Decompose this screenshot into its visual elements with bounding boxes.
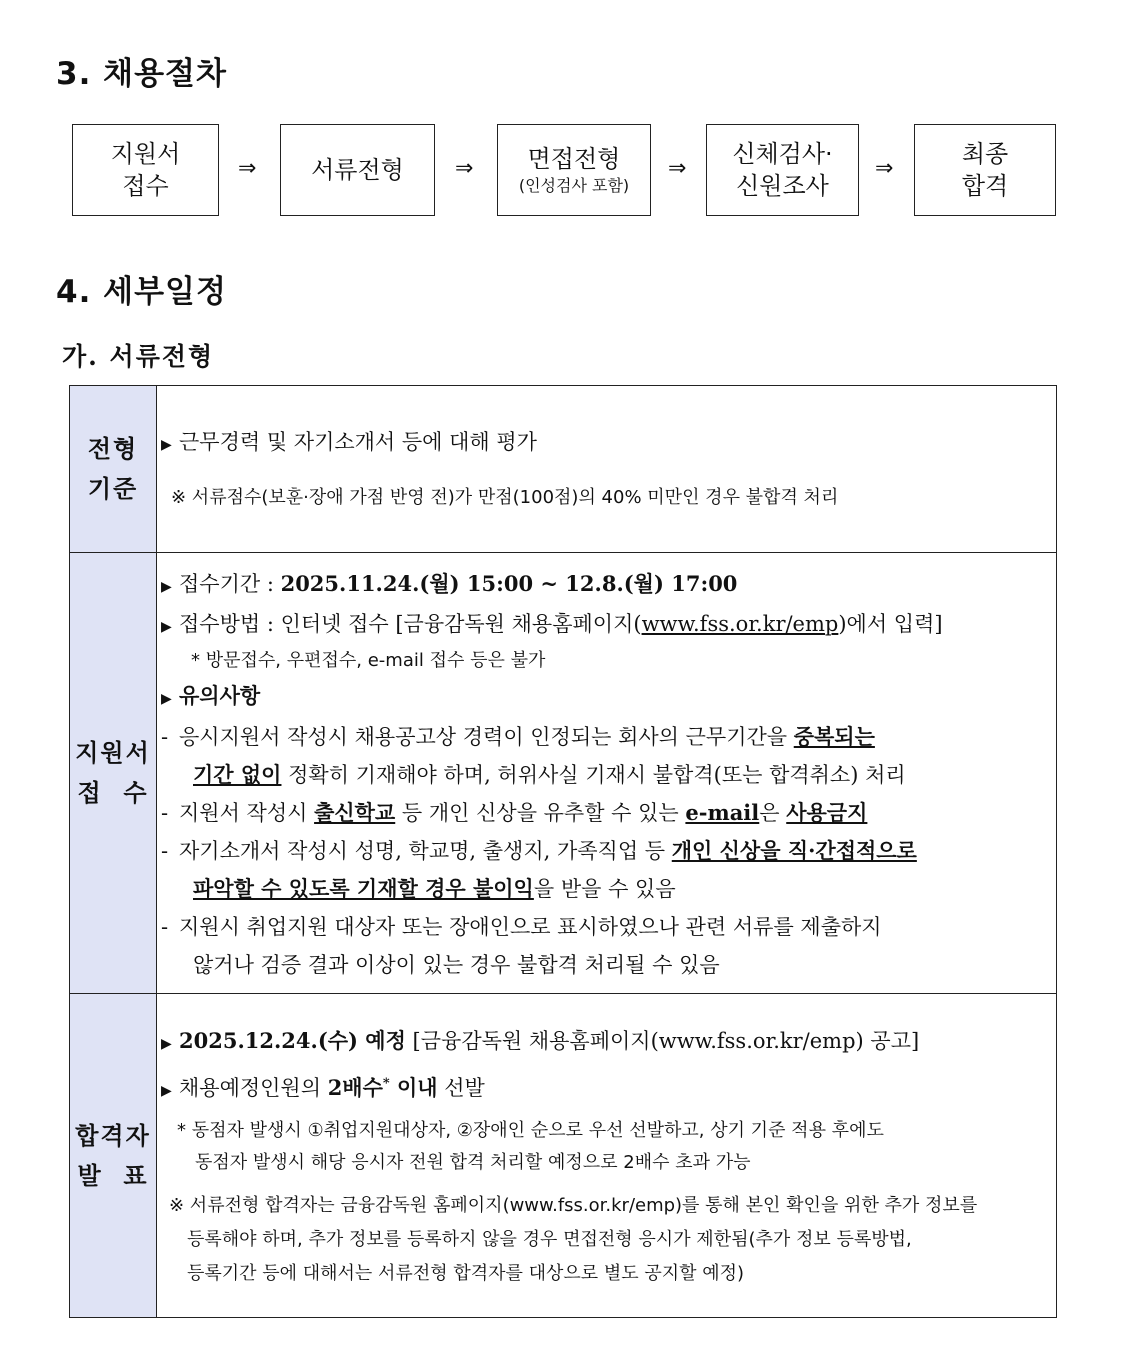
list-item: ▶ 2025.12.24.(수) 예정 [금융감독원 채용홈페이지(www.fss.or.kr/emp) 공고] — [161, 1021, 1052, 1064]
step-label: 지원서 — [110, 140, 181, 168]
arrow-icon: ⇒ — [238, 156, 257, 181]
list-item: - 응시지원서 작성시 채용공고상 경력이 인정되는 회사의 근무기간을 중복되는 — [161, 723, 875, 749]
list-item: ▶ 유의사항 — [161, 677, 1050, 718]
row-label: 지원서 접 수 — [70, 553, 157, 994]
step-label: 신원조사 — [736, 172, 829, 200]
tie-note: * 동점자 발생시 ①취업지원대상자, ②장애인 순으로 우선 선발하고, 상기 기준 적용 후에도 — [177, 1119, 884, 1141]
recruitment-process-flow — [72, 124, 1056, 218]
section-3-title: 3. 채용절차 — [56, 56, 227, 92]
row-application — [70, 553, 1057, 994]
registration-note: 등록해야 하며, 추가 정보를 등록하지 않을 경우 면접전형 응시가 제한됨(추가 정보 등록방법, — [187, 1228, 912, 1250]
list-item: ▶ 채용예정인원의 2배수* 이내 선발 — [161, 1064, 1052, 1111]
tie-note: 동점자 발생시 해당 응시자 전원 합격 처리할 예정으로 2배수 초과 가능 — [195, 1151, 751, 1173]
list-item: - 지원서 작성시 출신학교 등 개인 신상을 유추할 수 있는 e-mail은 사용금지 — [161, 799, 868, 825]
step-label: 신체검사· — [732, 140, 833, 168]
subsection-title: 가. 서류전형 — [62, 342, 215, 371]
list-item: ▶ 근무경력 및 자기소개서 등에 대해 평가 — [161, 426, 1048, 461]
step-label: 최종 — [961, 140, 1009, 168]
registration-note: 등록기간 등에 대해서는 서류전형 합격자를 대상으로 별도 공지할 예정) — [187, 1262, 745, 1284]
recruit-homepage-link[interactable]: www.fss.or.kr/emp — [641, 611, 839, 636]
list-item: 파악할 수 있도록 기재할 경우 불이익을 받을 수 있음 — [193, 875, 676, 901]
list-item: ▶ 접수기간 : 2025.11.24.(월) 15:00 ~ 12.8.(월) 17:00 — [161, 565, 1050, 606]
section-4-title: 4. 세부일정 — [56, 274, 227, 310]
row-criteria — [70, 386, 1057, 553]
step-final-pass — [914, 124, 1056, 216]
list-item: - 자기소개서 작성시 성명, 학교명, 출생지, 가족직업 등 개인 신상을 직·간접적으로 — [161, 837, 917, 863]
step-sublabel: (인성검사 포함) — [518, 176, 630, 195]
triangle-bullet-icon: ▶ — [161, 436, 172, 453]
list-item: - 지원시 취업지원 대상자 또는 장애인으로 표시하였으나 관련 서류를 제출하지 — [161, 914, 882, 939]
triangle-bullet-icon: ▶ — [161, 618, 172, 635]
list-item: ▶ 접수방법 : 인터넷 접수 [금융감독원 채용홈페이지(www.fss.or.kr/emp)에서 입력] — [161, 606, 1050, 645]
step-label: 접수 — [122, 172, 169, 200]
step-interview — [497, 124, 651, 216]
application-content — [157, 553, 1057, 994]
criteria-note: ※ 서류점수(보훈·장애 가점 반영 전)가 만점(100점)의 40% 미만인 경우 불합격 처리 — [171, 486, 839, 508]
criteria-content — [157, 386, 1057, 553]
method-note: * 방문접수, 우편접수, e-mail 접수 등은 불가 — [191, 649, 546, 671]
step-document-screening — [280, 124, 435, 216]
row-label: 전형 기준 — [70, 386, 157, 553]
triangle-bullet-icon: ▶ — [161, 1082, 172, 1099]
arrow-icon: ⇒ — [875, 156, 894, 181]
row-label: 합격자 발 표 — [70, 994, 157, 1318]
arrow-icon: ⇒ — [455, 156, 474, 181]
step-label: 합격 — [961, 172, 1009, 200]
step-physical-background-check — [706, 124, 859, 216]
step-application — [72, 124, 219, 216]
row-announcement — [70, 994, 1057, 1318]
triangle-bullet-icon: ▶ — [161, 578, 172, 595]
arrow-icon: ⇒ — [668, 156, 687, 181]
step-label: 면접전형 — [527, 145, 621, 173]
step-label: 서류전형 — [311, 156, 404, 184]
list-item: 기간 없이 정확히 기재해야 하며, 허위사실 기재시 불합격(또는 합격취소) 처리 — [193, 761, 906, 787]
list-item: 않거나 검증 결과 이상이 있는 경우 불합격 처리될 수 있음 — [193, 952, 720, 977]
registration-note: ※ 서류전형 합격자는 금융감독원 홈페이지(www.fss.or.kr/emp)를 통해 본인 확인을 위한 추가 정보를 — [169, 1194, 978, 1216]
triangle-bullet-icon: ▶ — [161, 1035, 172, 1052]
announcement-content — [157, 994, 1057, 1318]
schedule-table — [69, 385, 1057, 1318]
triangle-bullet-icon: ▶ — [161, 690, 172, 707]
